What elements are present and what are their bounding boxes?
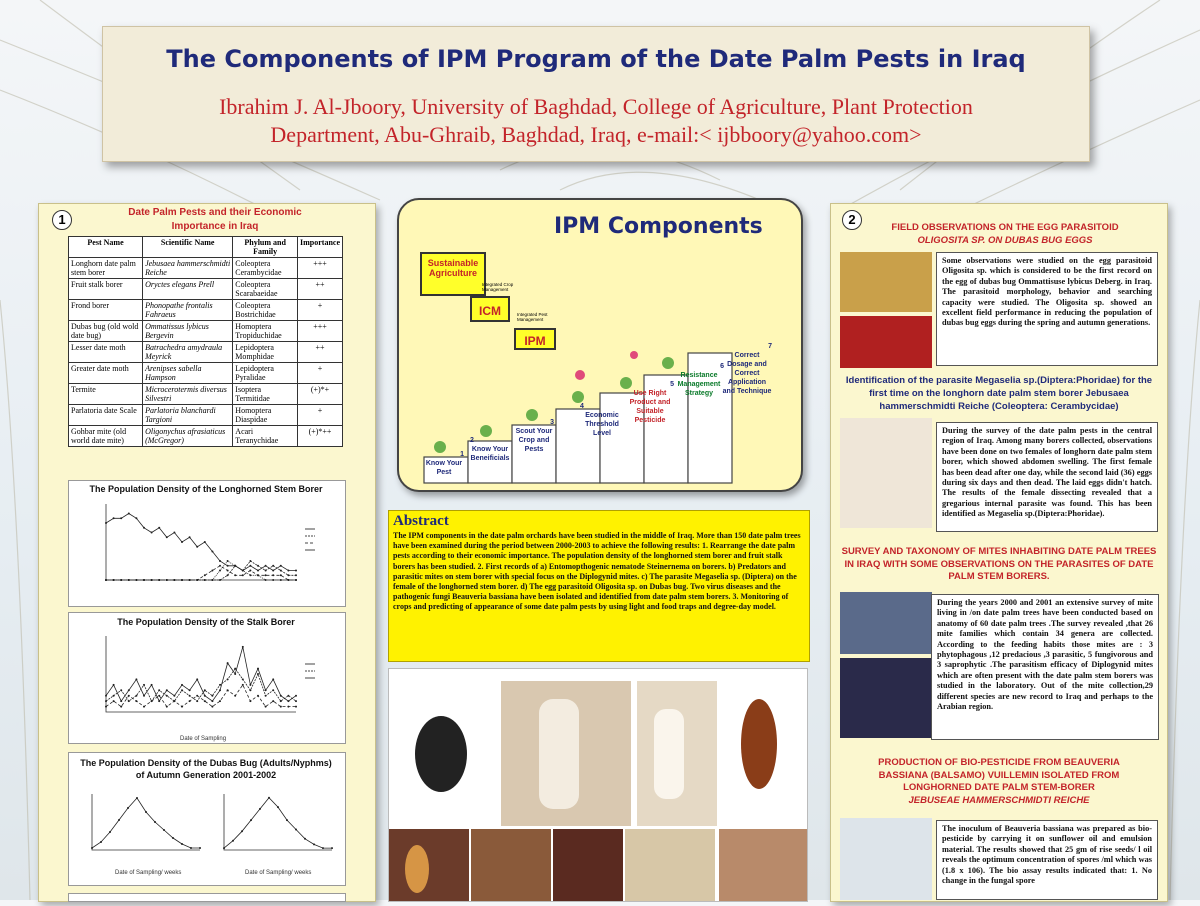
table-cell: Phonopathe frontalis Fahraeus [143,300,233,321]
step-1-label: Know Your Pest [425,460,463,476]
table-cell: Jebusaea hammerschmidti Reiche [143,258,233,279]
step-5 [626,380,674,425]
step-7-label: Correct Dosage and Correct Application and Technique [722,352,772,395]
sec1-title [855,222,1155,247]
step-7 [722,342,772,396]
table-cell: Parlatoria date Scale [69,405,143,426]
sec4-title [838,757,1160,807]
chart-point [265,574,267,576]
graph2-xlabel: Date of Sampling [180,736,227,742]
sec4-title-line2: BASSIANA (BALSAMO) VUILLEMIN ISOLATED FROM [878,769,1120,781]
table-row [69,300,343,321]
table-cell: Frond borer [69,300,143,321]
step-1-number: 1 [460,451,464,458]
sec4-title-line1: PRODUCTION OF BIO-PESTICIDE FROM BEAUVERIA [878,757,1120,768]
dubas-egg-photo [840,316,932,368]
panel-number-2: 2 [842,210,862,230]
series-line [106,566,296,580]
abstract-text: The IPM components in the date palm orchards have been studied in the middle of Iraq. More than 150 date palm trees have been examined during the period between 2000-2003 to achieve the following results: 1. Rearrange the date palm pests according to their economic importance. The population density of the longhorned stem borer and fruit stalk borers has been studied. 2. First records of a) Entomopthogenic nematode Steinernema on borers. b) Predators and parasitic mites on stem borer with special focus on the Diplogynid mites. c) The parasite Megaselia sp. (Diptera) on the female of the longhorned stem borer. d) The egg parasitoid Oligosita sp. on Dubas bug. Two virus diseases and the pathogenic fungi Beauveria bassiana have been isolated and identified from date palm stem borers. 3. Monitoring of crops and predicting of appearance of some date palm pests by using light and food traps and degree-day model. [393,531,801,612]
table-row [69,405,343,426]
table-cell: Homoptera Diaspidae [233,405,298,426]
sec1-text: Some observations were studied on the egg parasitoid Oligosita sp. which is considered to be the first record on the egg of dubas bug Ommattisuse lybicus Deberg. in Iraq. The parasitoid morphology, behavior and searching capacity were studied. The Oligosita sp. showed an excellent field performance in reducing the population of dubas bug eggs during the spring and autumn generations. [936,252,1158,366]
abstract-heading: Abstract [393,513,449,529]
sec1-title-line1: FIELD OBSERVATIONS ON THE EGG PARASITOID [891,222,1119,233]
sec4-text: The inoculum of Beauveria bassiana was prepared as bio-pesticide by carrying it on sunflower oil and emulsion material. The results showed that 25 gm of rise seeds/ l oil reveals the optimum concentration of spores /ml which was (1.8 x 106). The bio assay results indicated that: 1. No change in the fungal spore [936,820,1158,900]
table-row [69,342,343,363]
pests-table [68,236,343,447]
step-6-number: 6 [720,363,724,370]
table-cell: Coleoptera Cerambycidae [233,258,298,279]
ipm-note: Integrated Pest Management [517,312,548,322]
series-line [106,647,296,701]
sec4-title-line3: LONGHORNED DATE PALM STEM-BORER [903,782,1095,793]
longhorn-borer-photo [741,699,777,789]
authors-line-1: Ibrahim J. Al-Jboory, University of Baghdad, College of Agriculture, Plant Protection [219,94,973,119]
beauveria-photo [840,818,932,900]
chart-axes [106,504,296,580]
table-cell: Lesser date moth [69,342,143,363]
graph3-title [68,757,344,781]
table-cell: Ommatissus lybicus Bergevin [143,321,233,342]
col-header: Pest Name [69,237,143,258]
chart-point [242,684,244,686]
table-cell: Coleoptera Scarabaeidae [233,279,298,300]
pests-table-title: Date Palm Pests and their Economic Importance in Iraq [128,207,302,232]
graph1-plot [100,500,300,590]
graph3a-plot [86,790,204,860]
table-cell: Lepidoptera Pyralidae [233,363,298,384]
left-panel-next-graph [68,893,346,902]
graph2-plot [100,632,300,722]
table-cell: Arenipses sabella Hampson [143,363,233,384]
table-cell: Gohbar mite (old world date mite) [69,426,143,447]
series-line [106,514,296,571]
series-line [106,669,296,702]
authors-line-2: Department, Abu-Ghraib, Baghdad, Iraq, e-mail:< ijbboory@yahoo.com> [270,122,922,147]
step-1 [424,450,464,477]
step-5-number: 5 [670,381,674,388]
table-cell: (+)*+ [298,384,343,405]
table-cell: Termite [69,384,143,405]
table-cell: Longhorn date palm stem borer [69,258,143,279]
poster-header [102,26,1090,162]
table-cell: ++ [298,342,343,363]
ipm-box: IPM [514,328,556,350]
author-affiliation [103,93,1089,149]
table-cell: Microcerotermis diversus Silvestri [143,384,233,405]
step-2-label: Know Your Beneificials [470,446,510,462]
mite-photo-1 [840,592,932,654]
insect-photos [388,668,808,902]
poster-title: The Components of IPM Program of the Date Palm Pests in Iraq [166,45,1026,73]
col-header: Importance [298,237,343,258]
chart-axes [92,794,200,850]
table-cell: Lepidoptera Momphidae [233,342,298,363]
table-cell: (+)*++ [298,426,343,447]
egg-parasitoid-photo [840,252,932,312]
table-row [69,363,343,384]
table-row [69,258,343,279]
series-line [106,561,296,580]
table-cell: +++ [298,321,343,342]
table-cell: ++ [298,279,343,300]
table-row [69,321,343,342]
table-cell: Homoptera Tropiduchidae [233,321,298,342]
table-cell: Oryctes elegans Prell [143,279,233,300]
series-line [92,798,200,848]
table-cell: Isoptera Termitidae [233,384,298,405]
table-cell: Dubas bug (old wold date bug) [69,321,143,342]
series-line [224,798,332,848]
sustainable-agriculture-box: Sustainable Agriculture [420,252,486,296]
graph2-legend [305,660,340,685]
table-cell: +++ [298,258,343,279]
step-6 [674,362,724,398]
step-6-label: Resistance Management Strategy [677,372,721,397]
sec4-title-line4: JEBUSEAE HAMMERSCHMIDTI REICHE [908,794,1090,806]
sec3-title: SURVEY AND TAXONOMY OF MITES INHABITING DATE PALM TREES IN IRAQ WITH SOME OBSERVATIONS ON THE PARASITES OF DATE PALM STEM BORERS. [841,546,1157,582]
step-2-number: 2 [470,437,474,444]
megaselia-photo [840,418,932,528]
chart-axes [106,636,296,712]
graph3b-plot [218,790,336,860]
table-row [69,279,343,300]
table-cell: + [298,300,343,321]
step-4-label: Economic Threshold Level [585,412,619,437]
table-cell: Greater date moth [69,363,143,384]
step-2 [470,436,510,463]
graph1-legend [305,525,340,555]
step-4 [580,402,624,438]
beetle-photo [415,716,467,792]
icm-note: Integrated Crop Management [482,282,514,292]
insect-photo-collage [389,669,807,901]
table-row [69,384,343,405]
pests-table-body [69,258,343,447]
table-cell: Fruit stalk borer [69,279,143,300]
icm-box: ICM [470,296,510,322]
table-cell: Coleoptera Bostrichidae [233,300,298,321]
table-header-row [69,237,343,258]
col-header: Phylum and Family [233,237,298,258]
sec1-title-line2: OLIGOSITA SP. ON DUBAS BUG EGGS [917,234,1093,246]
table-cell: Parlatoria blanchardi Targioni [143,405,233,426]
abstract-box [388,510,810,662]
chart-axes [224,794,332,850]
step-7-number: 7 [768,343,772,350]
graph3-title-line2: of Autumn Generation 2001-2002 [135,770,277,780]
graph3a-xlabel: Date of Sampling/ weeks [115,870,182,876]
sec2-text: During the survey of the date palm pests in the central region of Iraq. Among many borers collected, observations have been done on two females of longhorn date palm stem borer, which showed abdomen swelling. The first female has been dead after one day, while the second laid (36) eggs during six days and then dead. The laid eggs didn't hatch. The results of the female dissecting revealed that a gregarious internal parasite was found. This has been identified as Megaselia sp.(Diptera:Phoridae). [936,422,1158,532]
step-4-number: 4 [580,403,584,410]
step-3-number: 3 [550,419,554,426]
step-3-label: Scout Your Crop and Pests [515,428,553,453]
table-cell: + [298,405,343,426]
mite-photo-2 [840,658,932,738]
step-3 [514,418,554,454]
graph3b-xlabel: Date of Sampling/ weeks [245,870,312,876]
table-cell: Batrachedra amydraula Meyrick [143,342,233,363]
ipm-title: IPM Components [554,214,763,239]
graph2-title: The Population Density of the Stalk Borer [117,617,295,627]
sec3-text: During the years 2000 and 2001 an extensive survey of mite living in /on date palm trees have been conducted based on anatomy of 60 date palm trees .The survey revealed ,that 26 mite families which contain 34 genera are collected. According to the feeding habits those mites are : 3 phytophagous ,12 predacious ,3 parasitic, 5 fungivorous and 3 saprophytic .The parasitism efficacy of Diplogynid mites which are often present with the date palm stem borers was studied in the laboratory. Out of the mite collection,29 different species are new record to Iraq and perhaps to the Arabian region. [931,594,1159,740]
table-cell: Acari Teranychidae [233,426,298,447]
table-row [69,426,343,447]
series-line [106,561,296,580]
table-cell: Oligonychus afrasiaticus (McGregor) [143,426,233,447]
graph1-title: The Population Density of the Longhorned Stem Borer [89,484,323,494]
sec2-title: Identification of the parasite Megaselia sp.(Diptera:Phoridae) for the first time on the longhorn date palm stem borer Jebusaea hammerschmidti Reiche (Coleoptera: Cerambycidae) [845,375,1153,412]
step-5-label: Use Right Product and Suitable Pesticide [629,390,671,424]
panel-number-1: 1 [52,210,72,230]
col-header: Scientific Name [143,237,233,258]
table-cell: + [298,363,343,384]
graph3-title-line1: The Population Density of the Dubas Bug (Adults/Nyphms) [80,758,332,768]
